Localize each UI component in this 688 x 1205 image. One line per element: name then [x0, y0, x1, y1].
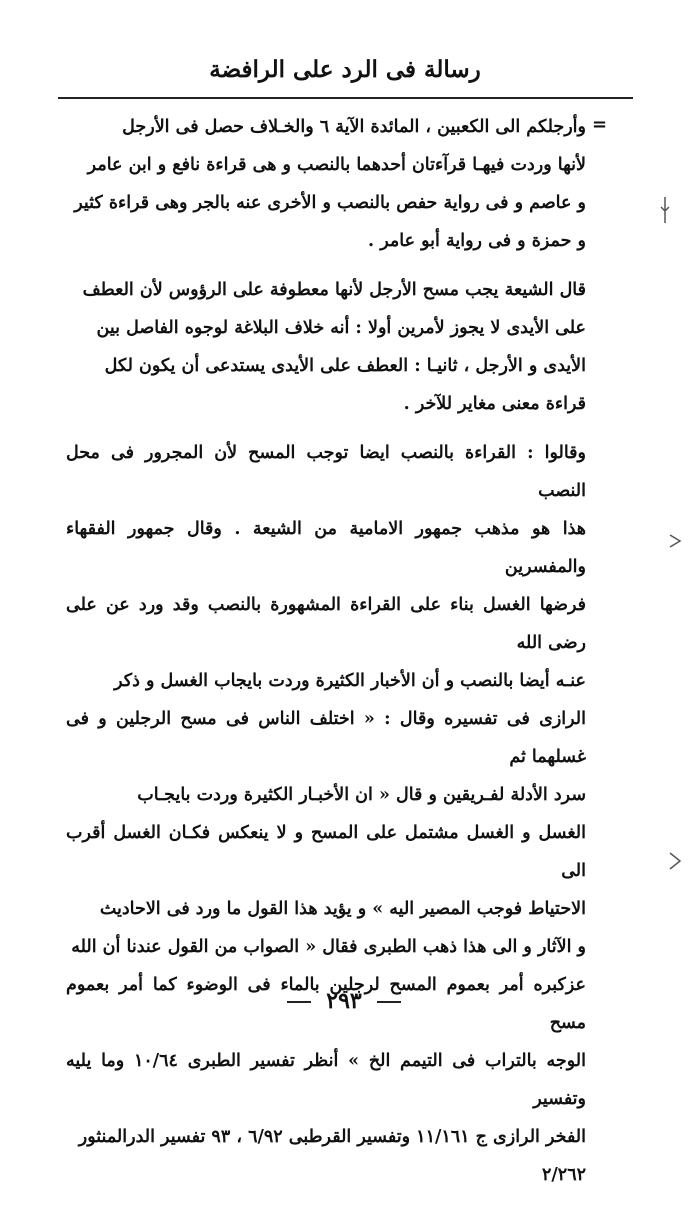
text-line: فرضها الغسل بناء على القراءة المشهورة بالنصب وقد ورد عن على رضى الله	[66, 595, 586, 653]
text-line: وقالوا : القراءة بالنصب ايضا توجب المسح لأن المجرور فى محل النصب	[66, 443, 586, 501]
text-line: قراءة معنى مغاير للآخر .	[403, 394, 586, 414]
footer-dash-left	[287, 1001, 311, 1003]
text-line: الوجه بالتراب فى التيمم الخ » أنظر تفسير الطبرى ١٠/٦٤ وما يليه وتفسير	[66, 1051, 586, 1109]
paragraph-3	[66, 434, 586, 1194]
text-line: الاحتياط فوجب المصير اليه » و يؤيد هذا القول ما ورد فى الاحاديث	[99, 899, 586, 919]
page-footer	[0, 986, 688, 1016]
text-line: وأرجلكم الى الكعبين ، المائدة الآية ٦ والخـلاف حصل فى الأرجل	[122, 117, 586, 137]
text-line: و عاصم و فى رواية حفص بالنصب و الأخرى عنه بالجر وهى قراءة كثير	[74, 193, 586, 213]
margin-mark-icon	[668, 845, 682, 875]
text-line: الفخر الرازى ج ١١/١٦١ وتفسير القرطبى ٦/٩٢ ، ٩٣ تفسير الدرالمنثور	[78, 1127, 586, 1147]
text-line: عزكبره أمر بعموم المسح لرجلين بالماء فى الوضوء كما أمر بعموم مسح	[66, 975, 586, 1033]
text-line: عنـه أيضا بالنصب و أن الأخبار الكثيرة وردت بايجاب الغسل و ذكر	[114, 671, 586, 691]
paragraph-1	[66, 108, 586, 260]
text-line: سرد الأدلة لفـريقين و قال « ان الأخبـار الكثيرة وردت بايجـاب	[137, 785, 586, 805]
footer-dash-right	[377, 1001, 401, 1003]
running-header-title: رسالة فى الرد على الرافضة	[209, 56, 481, 83]
text-line: هذا هو مذهب جمهور الامامية من الشيعة . وقال جمهور الفقهاء والمفسرين	[66, 519, 586, 577]
text-line: الغسل و الغسل مشتمل على المسح و لا ينعكس فكـان الغسل أقرب الى	[66, 823, 586, 881]
text-line: و حمزة و فى رواية أبو عامر .	[368, 231, 586, 251]
header-rule	[58, 97, 633, 99]
text-line: و الآثار و الى هذا ذهب الطبرى فقال « الصواب من القول عندنا أن الله	[71, 937, 586, 957]
margin-mark-icon	[658, 195, 672, 225]
text-line: الرازى فى تفسيره وقال : « اختلف الناس فى مسح الرجلين و فى غسلهما ثم	[66, 709, 586, 767]
margin-mark-icon	[668, 525, 682, 555]
text-line: لأنها وردت فيهـا قرآءتان أحدهما بالنصب و هى قراءة نافع و ابن عامر	[87, 155, 586, 175]
text-line: الأيدى و الأرجل ، ثانيـا : العطف على الأيدى يستدعى أن يكون لكل	[104, 356, 586, 376]
text-line: قال الشيعة يجب مسح الأرجل لأنها معطوفة على الرؤوس لأن العطف	[82, 280, 586, 300]
continuation-mark: =	[592, 114, 608, 135]
text-line: ٢/٢٦٢	[542, 1165, 586, 1185]
text-line: على الأيدى لا يجوز لأمرين أولا : أنه خلاف البلاغة لوجوه الفاصل بين	[96, 318, 586, 338]
paragraph-2	[66, 271, 586, 423]
body-text	[66, 108, 586, 1205]
page-number: ٢٩٣	[326, 988, 362, 1014]
